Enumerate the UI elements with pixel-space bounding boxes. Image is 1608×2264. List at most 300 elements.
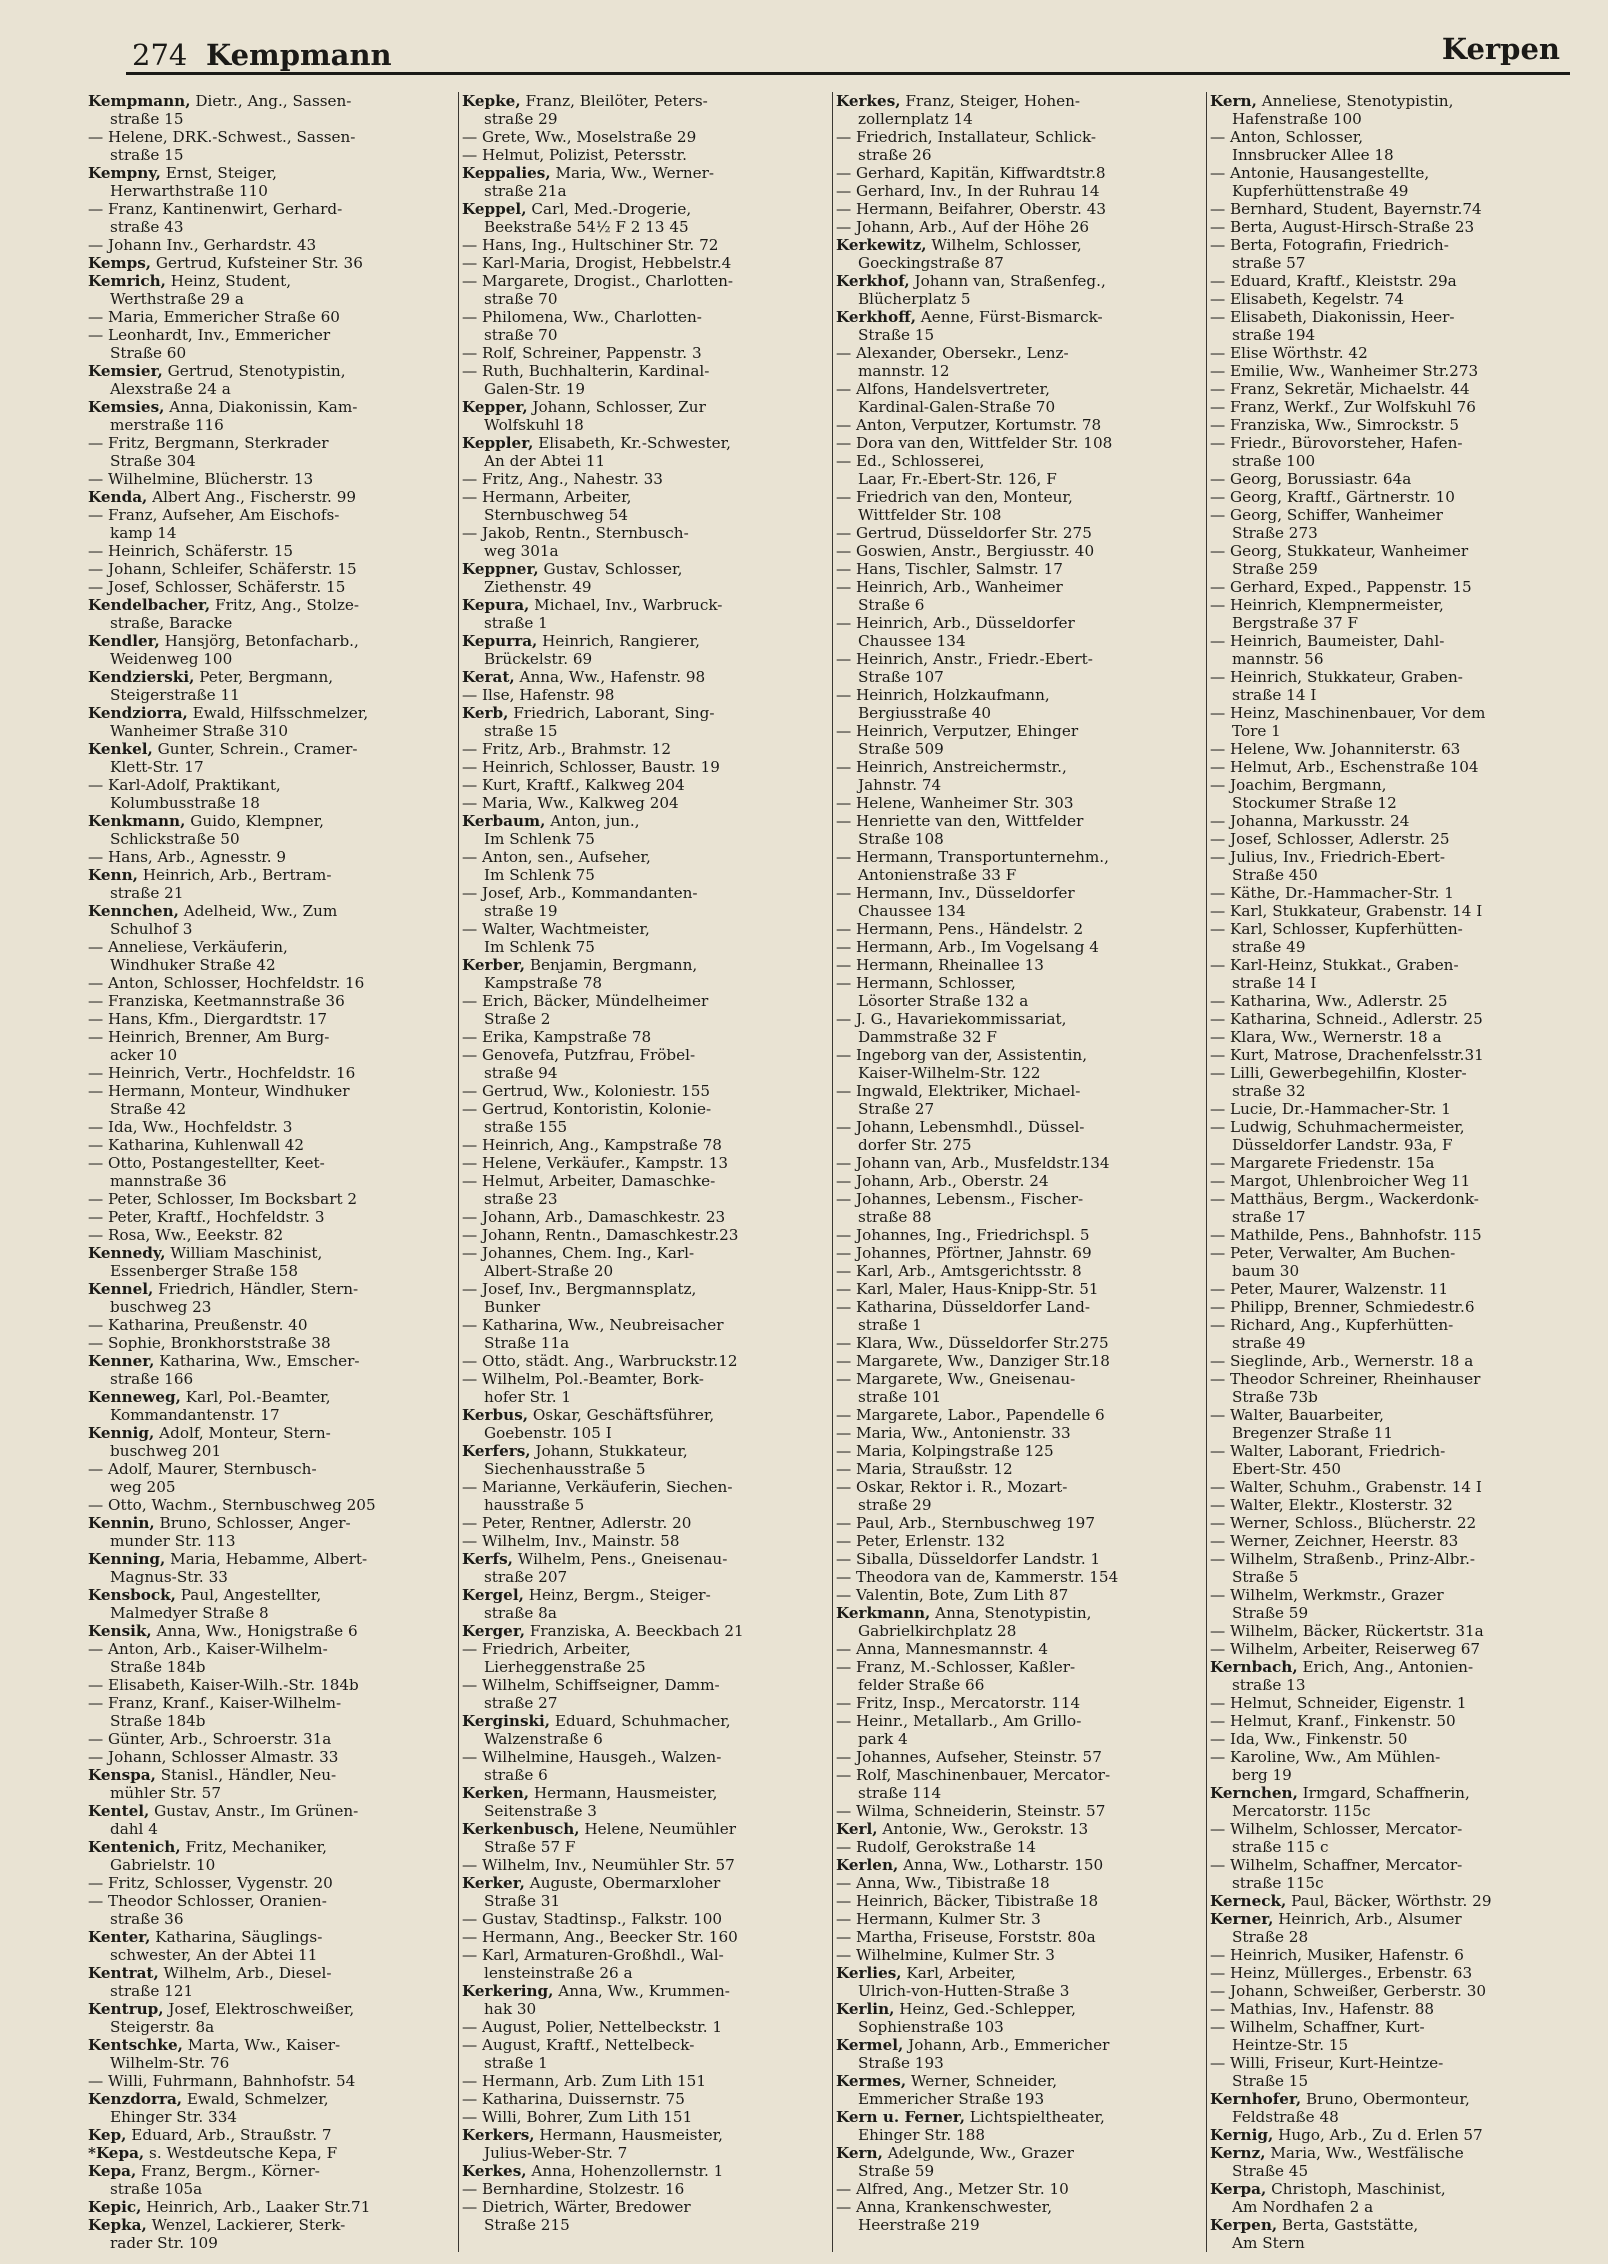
entry-line: — Peter, Verwalter, Am Buchen- — [1210, 1244, 1456, 1262]
entry-line: — Johann Inv., Gerhardstr. 43 — [88, 236, 317, 254]
entry-line: — Helmut, Arbeiter, Damaschke- — [462, 1172, 716, 1190]
directory-entry — [1210, 1514, 1570, 1532]
entry-line: Straße 509 — [858, 740, 944, 758]
directory-entry — [1210, 884, 1570, 902]
directory-entry — [462, 128, 830, 146]
directory-entry — [88, 596, 456, 632]
entry-line: straße 105a — [110, 2180, 203, 2198]
directory-entry — [836, 1118, 1204, 1154]
directory-entry — [836, 488, 1204, 524]
entry-line: — Katharina, Ww., Adlerstr. 25 — [1210, 992, 1448, 1010]
entry-line: — Otto, Postangestellter, Keet- — [88, 1154, 325, 1172]
directory-entry — [836, 1406, 1204, 1424]
entry-line: — Siballa, Düsseldorfer Landstr. 1 — [836, 1550, 1101, 1568]
entry-line: straße 1 — [484, 614, 548, 632]
directory-entry — [1210, 920, 1570, 956]
entry-line: Kensik, Anna, Ww., Honigstraße 6 — [88, 1622, 358, 1640]
directory-entry — [836, 920, 1204, 938]
entry-line: park 4 — [858, 1730, 908, 1748]
entry-line: dahl 4 — [110, 1820, 158, 1838]
entry-line: Malmedyer Straße 8 — [110, 1604, 269, 1622]
entry-line: Lierheggenstraße 25 — [484, 1658, 646, 1676]
entry-line: — Wilhelmine, Hausgeh., Walzen- — [462, 1748, 722, 1766]
entry-line: — Hans, Arb., Agnesstr. 9 — [88, 848, 287, 866]
entry-line: Kerkhoff, Aenne, Fürst-Bismarck- — [836, 308, 1103, 326]
entry-line: Kerl, Antonie, Ww., Gerokstr. 13 — [836, 1820, 1089, 1838]
entry-line: Düsseldorfer Landstr. 93a, F — [1232, 1136, 1453, 1154]
directory-entry — [462, 1226, 830, 1244]
entry-line: — Heinrich, Arb., Wanheimer — [836, 578, 1063, 596]
entry-line: Straße 273 — [1232, 524, 1318, 542]
entry-line: Keppner, Gustav, Schlosser, — [462, 560, 683, 578]
directory-entry — [1210, 1478, 1570, 1496]
entry-line: Steigerstraße 11 — [110, 686, 240, 704]
entry-line: — Kurt, Kraftf., Kalkweg 204 — [462, 776, 685, 794]
directory-entry — [462, 776, 830, 794]
directory-entry — [462, 1928, 830, 1946]
directory-entry — [1210, 1586, 1570, 1622]
entry-line: — Berta, Fotografin, Friedrich- — [1210, 236, 1449, 254]
entry-line: Kerbus, Oskar, Geschäftsführer, — [462, 1406, 715, 1424]
entry-line: — Fritz, Insp., Mercatorstr. 114 — [836, 1694, 1081, 1712]
directory-entry — [462, 308, 830, 344]
directory-entry — [462, 686, 830, 704]
directory-entry — [1210, 1964, 1570, 1982]
directory-entry — [88, 1964, 456, 2000]
directory-entry — [88, 2144, 456, 2162]
entry-line: — Marianne, Verkäuferin, Siechen- — [462, 1478, 733, 1496]
entry-line: Im Schlenk 75 — [484, 938, 595, 956]
entry-line: — Alfons, Handelsvertreter, — [836, 380, 1050, 398]
entry-line: Bergiusstraße 40 — [858, 704, 992, 722]
directory-entry — [836, 1352, 1204, 1370]
entry-line: lensteinstraße 26 a — [484, 1964, 633, 1982]
directory-entry — [462, 1316, 830, 1352]
entry-line: Kern, Anneliese, Stenotypistin, — [1210, 92, 1454, 110]
entry-line: Klett-Str. 17 — [110, 758, 204, 776]
entry-line: — Lilli, Gewerbegehilfin, Kloster- — [1210, 1064, 1467, 1082]
directory-entry — [88, 1748, 456, 1766]
directory-entry — [836, 182, 1204, 200]
directory-entry — [836, 1460, 1204, 1478]
entry-line: Straße 45 — [1232, 2162, 1309, 2180]
entry-line: — Genovefa, Putzfrau, Fröbel- — [462, 1046, 696, 1064]
entry-line: Kerkering, Anna, Ww., Krummen- — [462, 1982, 730, 2000]
directory-entry — [836, 236, 1204, 272]
entry-line: straße 115 c — [1232, 1838, 1329, 1856]
directory-entry — [88, 2090, 456, 2126]
directory-entry — [836, 1910, 1204, 1928]
directory-entry — [836, 1766, 1204, 1802]
entry-line: — Fritz, Schlosser, Vygenstr. 20 — [88, 1874, 333, 1892]
entry-line: — Heinz, Maschinenbauer, Vor dem — [1210, 704, 1486, 722]
directory-entry — [836, 1658, 1204, 1694]
directory-entry — [1210, 1118, 1570, 1154]
entry-line: — Gertrud, Düsseldorfer Str. 275 — [836, 524, 1092, 542]
entry-line: acker 10 — [110, 1046, 178, 1064]
directory-entry — [462, 812, 830, 848]
entry-line: Kenda, Albert Ang., Fischerstr. 99 — [88, 488, 357, 506]
directory-entry — [1210, 2126, 1570, 2144]
directory-entry — [88, 848, 456, 866]
directory-entry — [836, 1946, 1204, 1964]
directory-entry — [1210, 2090, 1570, 2126]
entry-line: — Rosa, Ww., Eeekstr. 82 — [88, 1226, 284, 1244]
directory-entry — [836, 2180, 1204, 2198]
directory-entry — [836, 416, 1204, 434]
directory-entry — [462, 470, 830, 488]
entry-line: Straße 11a — [484, 1334, 570, 1352]
directory-entry — [1210, 1370, 1570, 1406]
entry-line: — Friedrich, Arbeiter, — [462, 1640, 631, 1658]
entry-line: — Käthe, Dr.-Hammacher-Str. 1 — [1210, 884, 1454, 902]
directory-entry — [836, 1892, 1204, 1910]
directory-entry — [1210, 1496, 1570, 1514]
directory-entry — [88, 326, 456, 362]
entry-line: straße 23 — [484, 1190, 558, 1208]
entry-line: — Johannes, Aufseher, Steinstr. 57 — [836, 1748, 1102, 1766]
directory-entry — [836, 452, 1204, 488]
entry-line: Kerkhof, Johann van, Straßenfeg., — [836, 272, 1106, 290]
directory-entry — [1210, 218, 1570, 236]
entry-line: Kerkes, Anna, Hohenzollernstr. 1 — [462, 2162, 724, 2180]
entry-line: — Wilhelm, Schaffner, Kurt- — [1210, 2018, 1425, 2036]
entry-line: — Anna, Mannesmannstr. 4 — [836, 1640, 1049, 1658]
directory-entry — [88, 272, 456, 308]
directory-entry — [836, 1244, 1204, 1262]
entry-line: — Hermann, Monteur, Windhuker — [88, 1082, 350, 1100]
entry-line: — Helmut, Polizist, Petersstr. — [462, 146, 687, 164]
entry-line: — Johannes, Pförtner, Jahnstr. 69 — [836, 1244, 1092, 1262]
entry-line: Kemps, Gertrud, Kufsteiner Str. 36 — [88, 254, 363, 272]
directory-entry — [836, 2000, 1204, 2036]
entry-line: — Berta, August-Hirsch-Straße 23 — [1210, 218, 1475, 236]
entry-line: Kerb, Friedrich, Laborant, Sing- — [462, 704, 715, 722]
entry-line: — Otto, Wachm., Sternbuschweg 205 — [88, 1496, 376, 1514]
entry-line: — Wilhelm, Schaffner, Mercator- — [1210, 1856, 1463, 1874]
entry-line: Albert-Straße 20 — [484, 1262, 614, 1280]
entry-line: — Leonhardt, Inv., Emmericher — [88, 326, 331, 344]
directory-entry — [1210, 1856, 1570, 1892]
entry-line: Lösorter Straße 132 a — [858, 992, 1029, 1010]
directory-entry — [88, 1730, 456, 1748]
directory-entry — [88, 1694, 456, 1730]
entry-line: mannstraße 36 — [110, 1172, 227, 1190]
entry-line: — Philipp, Brenner, Schmiedestr.6 — [1210, 1298, 1475, 1316]
entry-line: — Heinr., Metallarb., Am Grillo- — [836, 1712, 1082, 1730]
entry-line: — Matthäus, Bergm., Wackerdonk- — [1210, 1190, 1479, 1208]
directory-entry — [88, 776, 456, 812]
entry-line: — Johann, Schweißer, Gerberstr. 30 — [1210, 1982, 1487, 2000]
directory-entry — [88, 1388, 456, 1424]
directory-entry — [462, 488, 830, 524]
right-running-head: Kerpen — [1441, 32, 1560, 66]
directory-entry — [88, 902, 456, 938]
entry-line: Bunker — [484, 1298, 541, 1316]
directory-entry — [1210, 1532, 1570, 1550]
directory-entry — [1210, 2054, 1570, 2090]
entry-line: straße 36 — [110, 1910, 184, 1928]
directory-entry — [836, 1604, 1204, 1640]
directory-entry — [1210, 902, 1570, 920]
directory-entry — [462, 1208, 830, 1226]
directory-entry — [462, 398, 830, 434]
entry-line: — Richard, Ang., Kupferhütten- — [1210, 1316, 1454, 1334]
entry-line: — Elisabeth, Kaiser-Wilh.-Str. 184b — [88, 1676, 359, 1694]
page-number: 274 — [132, 38, 188, 72]
entry-line: Kergel, Heinz, Bergm., Steiger- — [462, 1586, 711, 1604]
directory-entry — [462, 956, 830, 992]
directory-entry — [462, 1028, 830, 1046]
entry-line: — Heinrich, Ang., Kampstraße 78 — [462, 1136, 722, 1154]
directory-entry — [88, 1874, 456, 1892]
directory-entry — [1210, 1172, 1570, 1190]
entry-line: Kentrup, Josef, Elektroschweißer, — [88, 2000, 355, 2018]
entry-line: — Karoline, Ww., Am Mühlen- — [1210, 1748, 1441, 1766]
directory-entry — [462, 254, 830, 272]
entry-line: — Anton, Verputzer, Kortumstr. 78 — [836, 416, 1102, 434]
entry-line: — Walter, Schuhm., Grabenstr. 14 I — [1210, 1478, 1482, 1496]
entry-line: — Johannes, Chem. Ing., Karl- — [462, 1244, 695, 1262]
entry-line: Kensbock, Paul, Angestellter, — [88, 1586, 322, 1604]
entry-line: rader Str. 109 — [110, 2234, 218, 2252]
entry-line: — Fritz, Bergmann, Sterkrader — [88, 434, 329, 452]
entry-line: mühler Str. 57 — [110, 1784, 221, 1802]
left-running-head: Kempmann — [206, 38, 392, 72]
entry-line: — Martha, Friseuse, Forststr. 80a — [836, 1928, 1096, 1946]
directory-entry — [462, 1514, 830, 1532]
entry-line: — Günter, Arb., Schroerstr. 31a — [88, 1730, 332, 1748]
directory-entry — [88, 866, 456, 902]
directory-entry — [462, 1532, 830, 1550]
entry-line: berg 19 — [1232, 1766, 1292, 1784]
entry-line: — Willi, Bohrer, Zum Lith 151 — [462, 2108, 693, 2126]
directory-entry — [1210, 164, 1570, 200]
header-rule — [126, 72, 1570, 75]
directory-entry — [88, 434, 456, 470]
directory-entry — [1210, 830, 1570, 848]
entry-line: Kerner, Heinrich, Arb., Alsumer — [1210, 1910, 1462, 1928]
entry-line: straße 70 — [484, 290, 558, 308]
directory-entry — [836, 1856, 1204, 1874]
directory-entry — [1210, 1280, 1570, 1298]
entry-line: Straße 57 F — [484, 1838, 576, 1856]
entry-line: Kerfs, Wilhelm, Pens., Gneisenau- — [462, 1550, 728, 1568]
entry-line: straße 49 — [1232, 938, 1306, 956]
entry-line: Goeckingstraße 87 — [858, 254, 1004, 272]
entry-line: — Elise Wörthstr. 42 — [1210, 344, 1368, 362]
entry-line: Kerpa, Christoph, Maschinist, — [1210, 2180, 1446, 2198]
directory-entry — [836, 1442, 1204, 1460]
column-4 — [1210, 92, 1570, 2252]
directory-entry — [88, 92, 456, 128]
entry-line: — Otto, städt. Ang., Warbruckstr.12 — [462, 1352, 738, 1370]
entry-line: — Anton, sen., Aufseher, — [462, 848, 651, 866]
entry-line: — Josef, Schlosser, Schäferstr. 15 — [88, 578, 346, 596]
directory-entry — [836, 1226, 1204, 1244]
entry-line: Straße 108 — [858, 830, 944, 848]
directory-entry — [836, 1694, 1204, 1712]
directory-entry — [836, 1532, 1204, 1550]
entry-line: Kennel, Friedrich, Händler, Stern- — [88, 1280, 359, 1298]
entry-line: — Helene, Wanheimer Str. 303 — [836, 794, 1074, 812]
entry-line: — Friedrich van den, Monteur, — [836, 488, 1073, 506]
directory-entry — [462, 2036, 830, 2072]
directory-entry — [88, 2072, 456, 2090]
entry-line: Stockumer Straße 12 — [1232, 794, 1397, 812]
directory-entry — [88, 1766, 456, 1802]
directory-entry — [88, 2000, 456, 2036]
directory-entry — [1210, 992, 1570, 1010]
entry-line: — Goswien, Anstr., Bergiusstr. 40 — [836, 542, 1095, 560]
entry-line: Sophienstraße 103 — [858, 2018, 1004, 2036]
entry-line: Kendzierski, Peter, Bergmann, — [88, 668, 334, 686]
entry-line: Kepura, Michael, Inv., Warbruck- — [462, 596, 723, 614]
entry-line: — Franz, M.-Schlosser, Kaßler- — [836, 1658, 1076, 1676]
entry-line: Kernz, Maria, Ww., Westfälische — [1210, 2144, 1464, 2162]
entry-line: — Josef, Arb., Kommandanten- — [462, 884, 698, 902]
entry-line: — Peter, Schlosser, Im Bocksbart 2 — [88, 1190, 358, 1208]
directory-entry — [88, 1622, 456, 1640]
entry-line: — Walter, Laborant, Friedrich- — [1210, 1442, 1446, 1460]
entry-line: — Wilhelm, Inv., Mainstr. 58 — [462, 1532, 680, 1550]
entry-line: Gabrielkirchplatz 28 — [858, 1622, 1017, 1640]
directory-entry — [836, 1262, 1204, 1280]
entry-line: buschweg 23 — [110, 1298, 212, 1316]
entry-line: straße 155 — [484, 1118, 568, 1136]
directory-entry — [88, 506, 456, 542]
entry-line: — Friedrich, Installateur, Schlick- — [836, 128, 1097, 146]
directory-entry — [836, 1748, 1204, 1766]
entry-line: straße 15 — [484, 722, 558, 740]
entry-line: Straße 28 — [1232, 1928, 1309, 1946]
directory-entry — [836, 1010, 1204, 1046]
entry-line: — Heinz, Müllerges., Erbenstr. 63 — [1210, 1964, 1473, 1982]
directory-entry — [88, 560, 456, 578]
entry-line: — Peter, Rentner, Adlerstr. 20 — [462, 1514, 692, 1532]
entry-line: Straße 73b — [1232, 1388, 1318, 1406]
directory-entry — [1210, 1784, 1570, 1820]
directory-entry — [836, 1172, 1204, 1190]
directory-entry — [462, 524, 830, 560]
directory-entry — [462, 1820, 830, 1856]
entry-line: Kerlin, Heinz, Ged.-Schlepper, — [836, 2000, 1076, 2018]
entry-line: schwester, An der Abtei 11 — [110, 1946, 318, 1964]
entry-line: — Heinrich, Klempnermeister, — [1210, 596, 1444, 614]
entry-line: straße 15 — [110, 110, 184, 128]
directory-entry — [836, 1964, 1204, 2000]
entry-line: Kendler, Hansjörg, Betonfacharb., — [88, 632, 359, 650]
entry-line: — Friedr., Bürovorsteher, Hafen- — [1210, 434, 1463, 452]
entry-line: — J. G., Havariekommissariat, — [836, 1010, 1067, 1028]
entry-line: Kern u. Ferner, Lichtspieltheater, — [836, 2108, 1105, 2126]
entry-line: — Gerhard, Exped., Pappenstr. 15 — [1210, 578, 1472, 596]
entry-line: — Heinrich, Arb., Düsseldorfer — [836, 614, 1075, 632]
entry-line: Kerger, Franziska, A. Beeckbach 21 — [462, 1622, 744, 1640]
directory-entry — [1210, 1244, 1570, 1280]
entry-line: — Franziska, Keetmannstraße 36 — [88, 992, 345, 1010]
entry-line: — Dietrich, Wärter, Bredower — [462, 2198, 691, 2216]
entry-line: — Gerhard, Inv., In der Ruhrau 14 — [836, 182, 1100, 200]
directory-entry — [462, 1280, 830, 1316]
entry-line: buschweg 201 — [110, 1442, 222, 1460]
entry-line: — Heinrich, Stukkateur, Graben- — [1210, 668, 1463, 686]
entry-line: Straße 42 — [110, 1100, 187, 1118]
entry-line: — Helmut, Schneider, Eigenstr. 1 — [1210, 1694, 1467, 1712]
entry-line: Kernchen, Irmgard, Schaffnerin, — [1210, 1784, 1470, 1802]
entry-line: Kerkenbusch, Helene, Neumühler — [462, 1820, 737, 1838]
directory-entry — [88, 254, 456, 272]
directory-entry — [462, 1784, 830, 1820]
directory-entry — [88, 1802, 456, 1838]
entry-line: — Erika, Kampstraße 78 — [462, 1028, 652, 1046]
directory-entry — [1210, 128, 1570, 164]
entry-line: — Georg, Stukkateur, Wanheimer — [1210, 542, 1469, 560]
directory-entry — [1210, 272, 1570, 290]
entry-line: — Anneliese, Verkäuferin, — [88, 938, 288, 956]
directory-entry — [1210, 2018, 1570, 2054]
directory-entry — [1210, 1100, 1570, 1118]
directory-entry — [88, 200, 456, 236]
entry-line: Kaiser-Wilhelm-Str. 122 — [858, 1064, 1041, 1082]
entry-line: straße 115c — [1232, 1874, 1324, 1892]
directory-entry — [1210, 1820, 1570, 1856]
directory-entry — [462, 1640, 830, 1676]
directory-entry — [462, 1406, 830, 1442]
directory-entry — [1210, 1406, 1570, 1442]
entry-line: — Wilhelm, Arbeiter, Reiserweg 67 — [1210, 1640, 1481, 1658]
entry-line: — Wilhelm, Bäcker, Rückertstr. 31a — [1210, 1622, 1484, 1640]
directory-entry — [88, 1892, 456, 1928]
entry-line: — Helene, Ww. Johanniterstr. 63 — [1210, 740, 1461, 758]
entry-line: — Franz, Kantinenwirt, Gerhard- — [88, 200, 343, 218]
directory-entry — [1210, 848, 1570, 884]
entry-line: Jahnstr. 74 — [858, 776, 942, 794]
directory-entry — [462, 1352, 830, 1370]
entry-line: Straße 27 — [858, 1100, 935, 1118]
entry-line: — Johann, Arb., Auf der Höhe 26 — [836, 218, 1090, 236]
directory-entry — [1210, 1226, 1570, 1244]
entry-line: Kepka, Wenzel, Lackierer, Sterk- — [88, 2216, 346, 2234]
entry-line: munder Str. 113 — [110, 1532, 236, 1550]
entry-line: — Hermann, Beifahrer, Oberstr. 43 — [836, 200, 1107, 218]
entry-line: straße 1 — [484, 2054, 548, 2072]
directory-entry — [88, 1154, 456, 1190]
entry-line: — Johannes, Lebensm., Fischer- — [836, 1190, 1084, 1208]
directory-entry — [88, 1496, 456, 1514]
entry-line: Mercatorstr. 115c — [1232, 1802, 1371, 1820]
directory-entry — [462, 2126, 830, 2162]
directory-entry — [1210, 434, 1570, 470]
entry-line: — Heinrich, Verputzer, Ehinger — [836, 722, 1079, 740]
entry-line: — Gerhard, Kapitän, Kiffwardtstr.8 — [836, 164, 1106, 182]
entry-line: — Walter, Wachtmeister, — [462, 920, 650, 938]
entry-line: — Wilhelmine, Kulmer Str. 3 — [836, 1946, 1055, 1964]
entry-line: felder Straße 66 — [858, 1676, 985, 1694]
entry-line: — Katharina, Ww., Neubreisacher — [462, 1316, 724, 1334]
entry-line: Straße 59 — [1232, 1604, 1309, 1622]
directory-entry — [462, 920, 830, 956]
directory-entry — [462, 1946, 830, 1982]
entry-line: Wanheimer Straße 310 — [110, 722, 288, 740]
entry-line: — Rolf, Maschinenbauer, Mercator- — [836, 1766, 1111, 1784]
directory-entry — [462, 272, 830, 308]
entry-line: zollernplatz 14 — [858, 110, 973, 128]
directory-entry — [88, 488, 456, 506]
entry-line: — Werner, Schloss., Blücherstr. 22 — [1210, 1514, 1477, 1532]
directory-entry — [836, 542, 1204, 560]
directory-entry — [836, 686, 1204, 722]
